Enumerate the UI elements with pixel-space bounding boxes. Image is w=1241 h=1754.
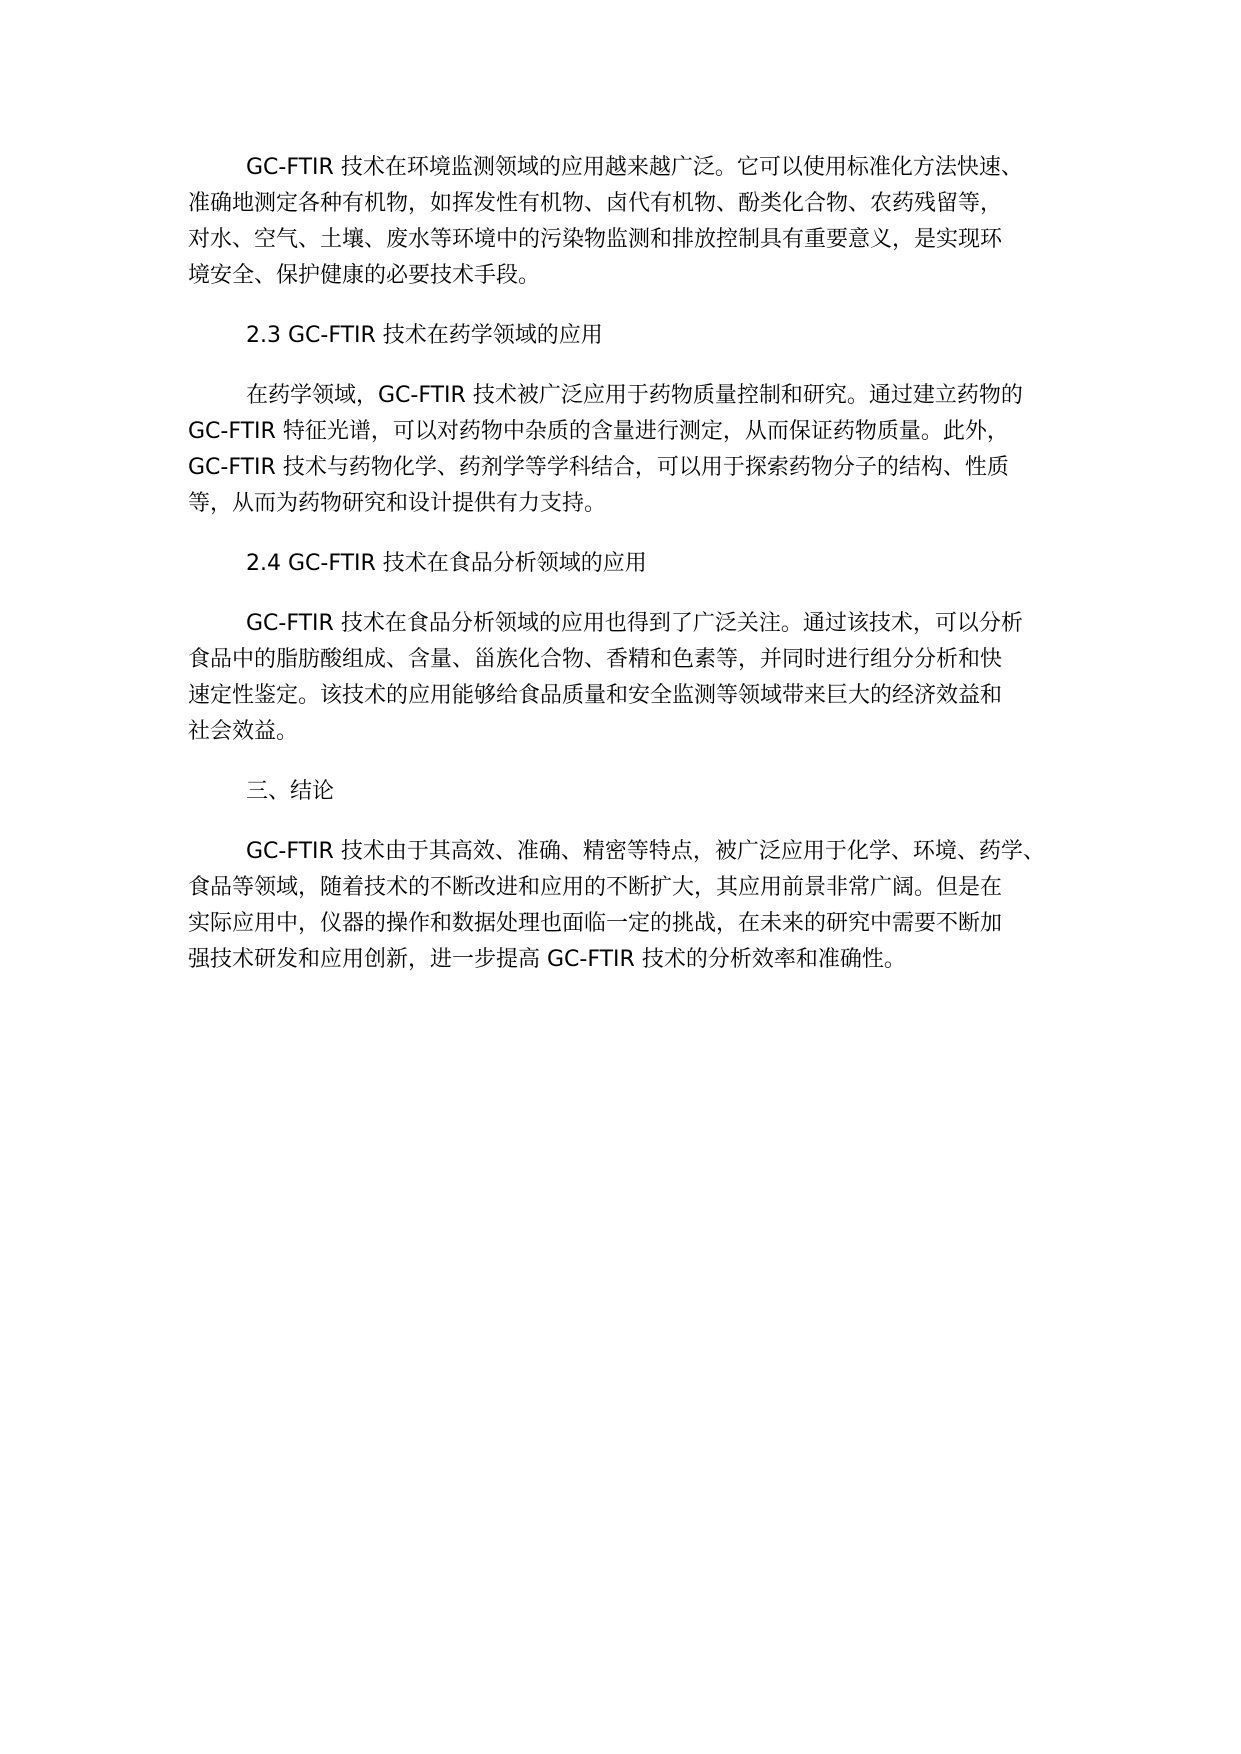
text-line: 境安全、保护健康的必要技术手段。: [188, 263, 541, 288]
paragraph-pharmacy: [188, 378, 1068, 522]
text-line: 在药学领域，GC-FTIR 技术被广泛应用于药物质量控制和研究。通过建立药物的: [246, 383, 1023, 408]
text-line: 准确地测定各种有机物，如挥发性有机物、卤代有机物、酚类化合物、农药残留等，: [188, 191, 1003, 216]
text-line: 食品等领域，随着技术的不断改进和应用的不断扩大，其应用前景非常广阔。但是在: [188, 875, 1003, 900]
section-heading-food: [188, 546, 1068, 582]
text-line: 对水、空气、土壤、废水等环境中的污染物监测和排放控制具有重要意义，是实现环: [188, 227, 1003, 252]
heading-text: 2.3 GC-FTIR 技术在药学领域的应用: [246, 323, 603, 348]
section-heading-pharmacy: [188, 318, 1068, 354]
text-line: 等，从而为药物研究和设计提供有力支持。: [188, 491, 607, 516]
text-line: GC-FTIR 技术由于其高效、准确、精密等特点，被广泛应用于化学、环境、药学、: [246, 839, 1045, 864]
text-line: GC-FTIR 技术在环境监测领域的应用越来越广泛。它可以使用标准化方法快速、: [246, 155, 1023, 180]
paragraph-environment: [188, 150, 1068, 294]
text-line: GC-FTIR 技术与药物化学、药剂学等学科结合，可以用于探索药物分子的结构、性质: [188, 455, 1009, 480]
paragraph-food: [188, 606, 1068, 750]
paragraph-conclusion: [188, 834, 1068, 978]
heading-text: 2.4 GC-FTIR 技术在食品分析领域的应用: [246, 551, 647, 576]
section-heading-conclusion: [188, 774, 1068, 810]
text-line: 社会效益。: [188, 719, 299, 744]
heading-text: 三、结论: [246, 779, 335, 804]
document-body: [188, 150, 1068, 1002]
text-line: 食品中的脂肪酸组成、含量、甾族化合物、香精和色素等，并同时进行组分分析和快: [188, 647, 1003, 672]
text-line: GC-FTIR 技术在食品分析领域的应用也得到了广泛关注。通过该技术，可以分析: [246, 611, 1023, 636]
text-line: GC-FTIR 特征光谱，可以对药物中杂质的含量进行测定，从而保证药物质量。此外，: [188, 419, 1009, 444]
text-line: 实际应用中，仪器的操作和数据处理也面临一定的挑战，在未来的研究中需要不断加: [188, 911, 1003, 936]
text-line: 速定性鉴定。该技术的应用能够给食品质量和安全监测等领域带来巨大的经济效益和: [188, 683, 1003, 708]
text-line: 强技术研发和应用创新，进一步提高 GC-FTIR 技术的分析效率和准确性。: [188, 947, 906, 972]
